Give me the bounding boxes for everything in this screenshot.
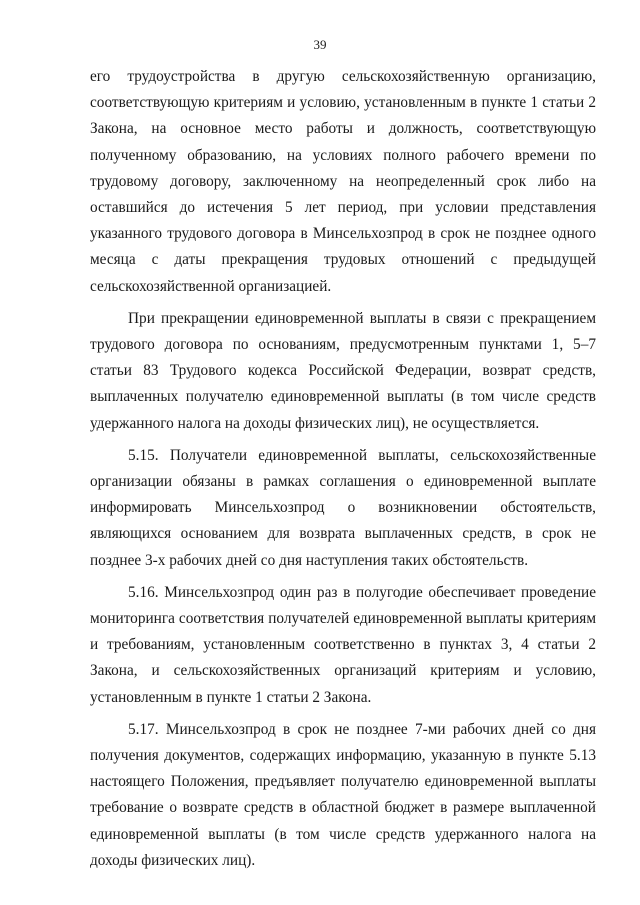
paragraph-5-16: 5.16. Минсельхозпрод один раз в полугодие обеспечивает проведение мониторинга соответствия получателей единовременной выплаты критериям и требованиям, установленным соответственно в пунктах 3, 4 статьи 2 Закона, и сельскохозяйственных организаций критериям и условию, установленным в пункте 1 статьи 2 Закона.: [90, 583, 596, 706]
paragraph-5-15: 5.15. Получатели единовременной выплаты, сельскохозяйственные организации обязаны в рамках соглашения о единовременной выплате информировать Минсельхозпрод о возникновении обстоятельств, являющихся основанием для возврата выплаченных средств, в срок не позднее 3-х рабочих дней со дня наступления таких обстоятельств.: [90, 446, 596, 569]
paragraph-refund-exemption: При прекращении единовременной выплаты в связи с прекращением трудового договора по основаниям, предусмотренным пунктами 1, 5–7 статьи 83 Трудового кодекса Российской Федерации, возврат средств, выплаченных получателю единовременной выплаты (в том числе средств удержанного налога на доходы физических лиц), не осуществляется.: [90, 309, 596, 432]
document-body: [90, 64, 596, 880]
paragraph-continuation: его трудоустройства в другую сельскохозяйственную организацию, соответствующую критериям и условию, установленным в пункте 1 статьи 2 Закона, на основное место работы и должность, соответствующую полученному образованию, на условиях полного рабочего времени по трудовому договору, заключенному на неопределенный срок либо на оставшийся до истечения 5 лет период, при условии представления указанного трудового договора в Минсельхозпрод в срок не позднее одного месяца с даты прекращения трудовых отношений с предыдущей сельскохозяйственной организацией.: [90, 68, 596, 295]
page-number: 39: [313, 37, 327, 52]
paragraph-5-17: 5.17. Минсельхозпрод в срок не позднее 7-ми рабочих дней со дня получения документов, содержащих информацию, указанную в пункте 5.13 настоящего Положения, предъявляет получателю единовременной выплаты требование о возврате средств в областной бюджет в размере выплаченной единовременной выплаты (в том числе средств удержанного налога на доходы физических лиц).: [90, 720, 596, 869]
